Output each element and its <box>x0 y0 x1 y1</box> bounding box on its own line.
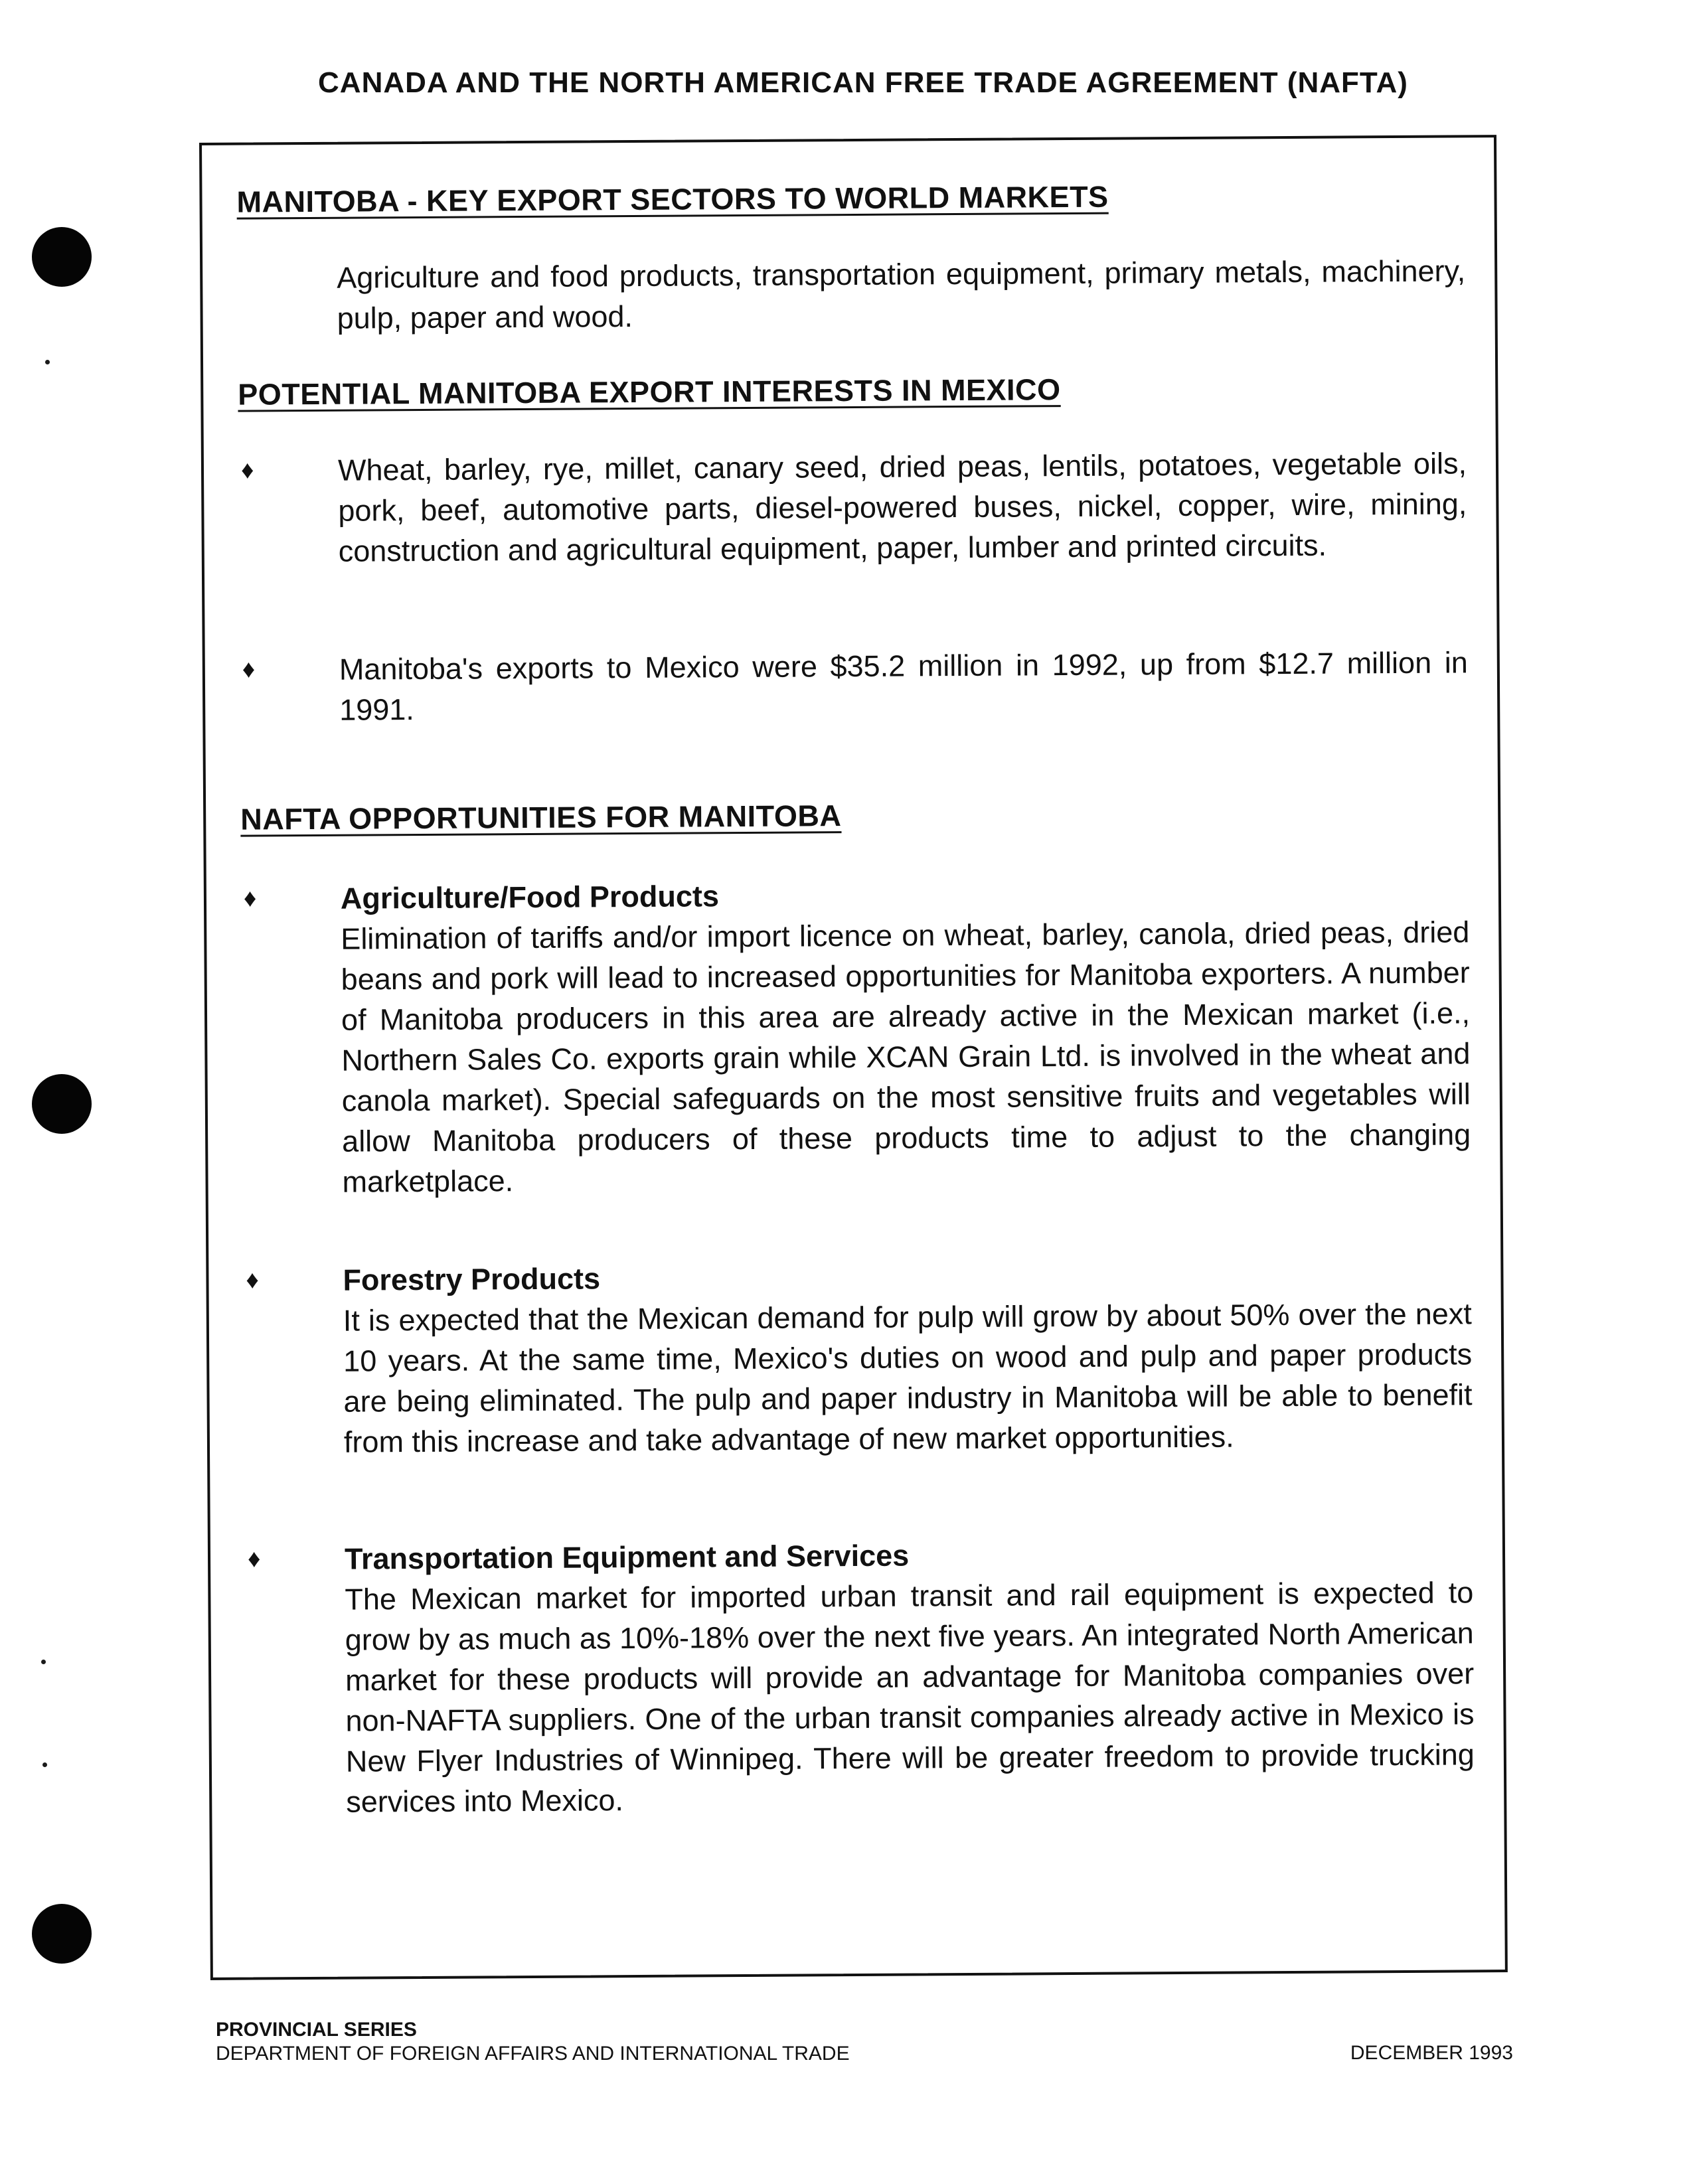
heading-nafta-opportunities: NAFTA OPPORTUNITIES FOR MANITOBA <box>240 799 842 836</box>
punch-hole-top <box>32 227 92 287</box>
footer-series: PROVINCIAL SERIES <box>216 2019 417 2041</box>
footer-date: DECEMBER 1993 <box>1350 2042 1513 2064</box>
item-text-agriculture-food: Elimination of tariffs and/or import licence on wheat, barley, canola, dried peas, dried beans and pork will lead to increased opportunities for Manitoba exporters. A number of Manitoba producers in this area are already active in the Mexican market (i.e., Northern Sales Co. exports grain while XCAN Grain Ltd. is involved in the wheat and canola market). Special safeguards on the most sensitive fruits and vegetables will allow Manitoba producers of these products time to adjust to the changing marketplace. <box>341 915 1471 1199</box>
diamond-bullet-icon: ♦ <box>243 884 257 913</box>
document-title: CANADA AND THE NORTH AMERICAN FREE TRADE AGREEMENT (NAFTA) <box>318 66 1408 99</box>
list-item-forestry <box>343 1253 1473 1462</box>
footer-publisher <box>216 2018 850 2066</box>
list-item-transportation <box>345 1531 1475 1822</box>
diamond-bullet-icon: ♦ <box>247 1545 261 1573</box>
content-box <box>199 135 1508 1980</box>
item-title-forestry: Forestry Products <box>343 1261 601 1297</box>
footer-department: DEPARTMENT OF FOREIGN AFFAIRS AND INTERNATIONAL TRADE <box>216 2043 850 2065</box>
list-item-agriculture-food <box>341 871 1471 1202</box>
item-text-forestry: It is expected that the Mexican demand for pulp will grow by about 50% over the next 10 years. At the same time, Mexico's duties on wood and pulp and paper products are being eliminated. The pulp and paper industry in Manitoba will be able to benefit from this increase and take advantage of new market opportunities. <box>343 1296 1473 1459</box>
punch-hole-middle <box>32 1074 92 1134</box>
scan-speck <box>45 360 50 364</box>
list-item-mexico-products: Wheat, barley, rye, millet, canary seed, dried peas, lentils, potatoes, vegetable oils, pork, beef, automotive parts, diesel-powered buses, nickel, copper, wire, mining, construction and agricultural equipment, paper, lumber and printed circuits. <box>337 446 1467 568</box>
item-text-transportation: The Mexican market for imported urban transit and rail equipment is expected to grow by as much as 10%-18% over the next five years. An integrated North American market for these products will provide an advantage for Manitoba companies over non-NAFTA suppliers. One of the urban transit companies already active in Mexico is New Flyer Industries of Winnipeg. There will be greater freedom to provide trucking services into Mexico. <box>345 1575 1475 1819</box>
diamond-bullet-icon: ♦ <box>246 1266 259 1294</box>
heading-mexico-export-interests: POTENTIAL MANITOBA EXPORT INTERESTS IN MEXICO <box>238 372 1061 412</box>
item-title-transportation: Transportation Equipment and Services <box>344 1538 910 1576</box>
diamond-bullet-icon: ♦ <box>242 655 256 684</box>
punch-hole-bottom <box>32 1904 92 1964</box>
diamond-bullet-icon: ♦ <box>240 456 254 485</box>
key-export-sectors-text: Agriculture and food products, transportation equipment, primary metals, machinery, pulp, paper and wood. <box>337 254 1466 335</box>
item-title-agriculture-food: Agriculture/Food Products <box>340 879 720 915</box>
list-item-mexico-export-values: Manitoba's exports to Mexico were $35.2 million in 1992, up from $12.7 million in 1991. <box>339 645 1468 727</box>
scan-speck <box>41 1660 46 1664</box>
scan-speck <box>42 1762 47 1767</box>
heading-key-export-sectors: MANITOBA - KEY EXPORT SECTORS TO WORLD MARKETS <box>236 179 1109 219</box>
